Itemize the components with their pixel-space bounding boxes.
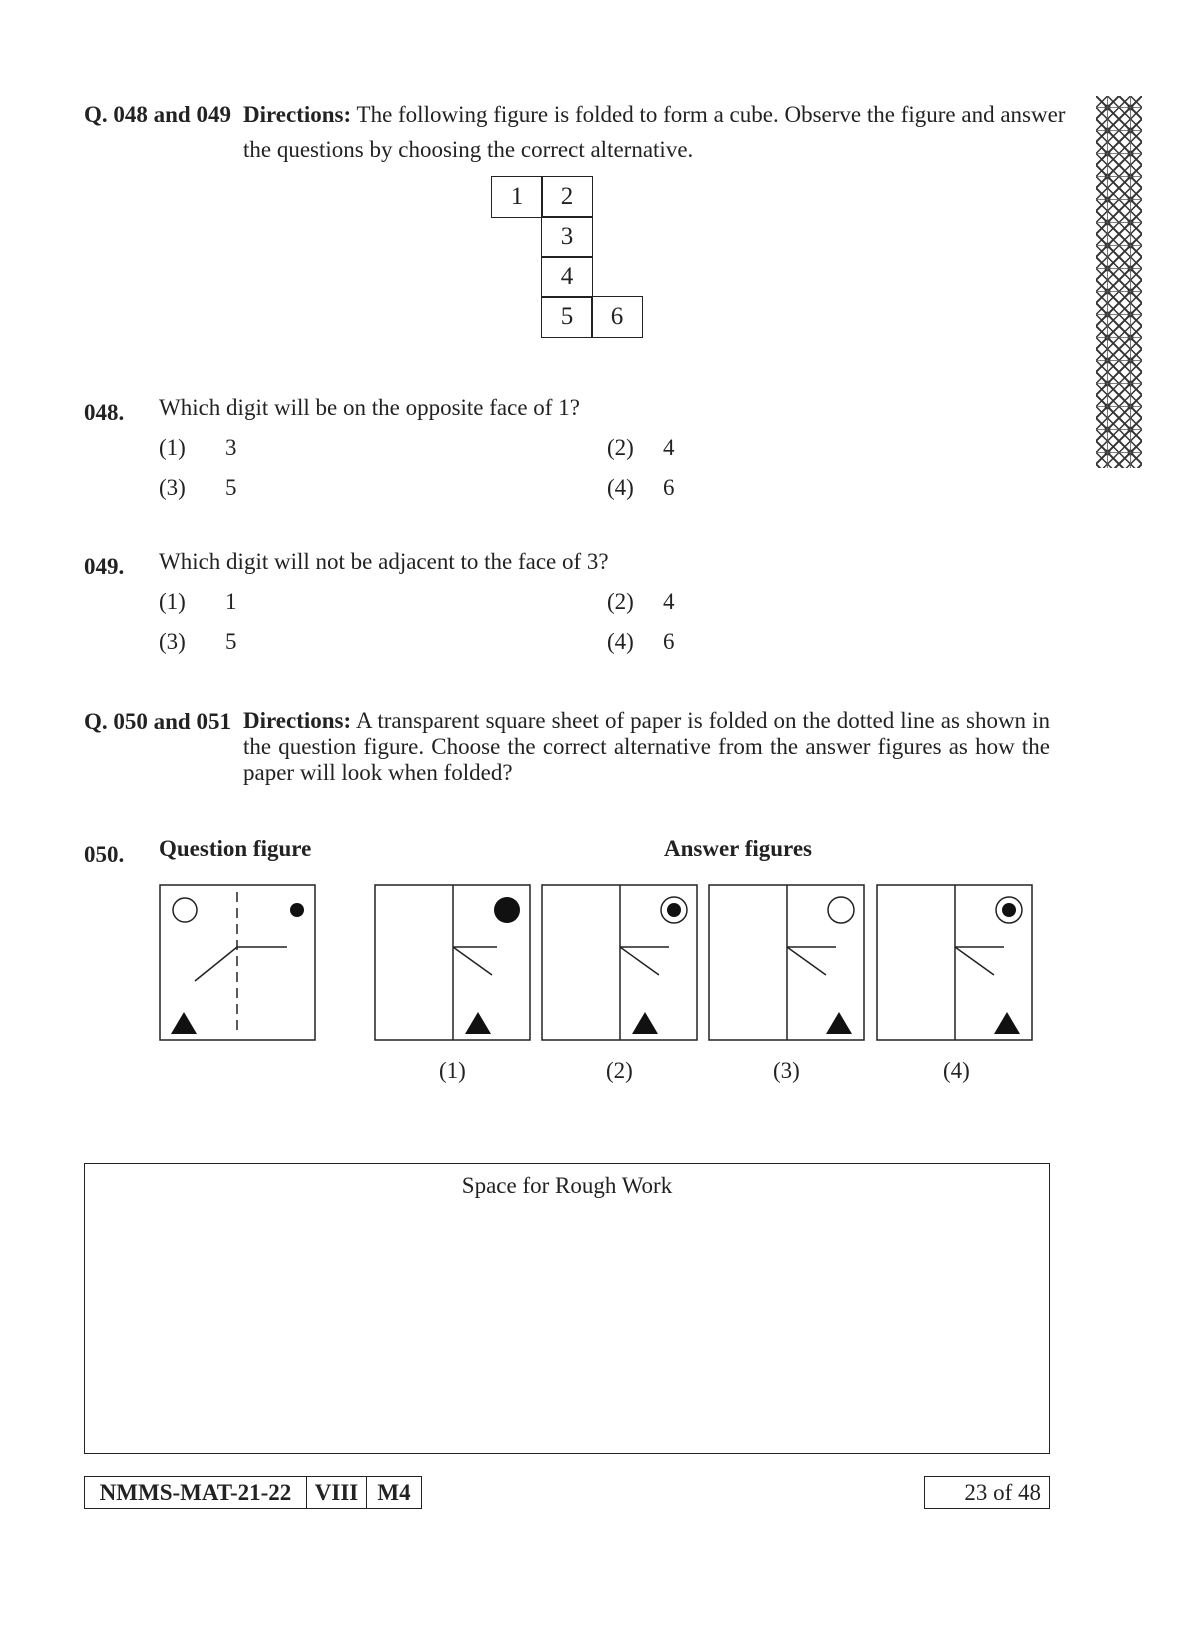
rough-work-label: Space for Rough Work <box>461 1173 673 1198</box>
question-figure-label: Question figure <box>159 836 312 861</box>
answer-figures-label: Answer figures <box>664 836 813 861</box>
answer-label-3: (3) <box>773 1058 800 1083</box>
q50-51-ref: Q. 050 and 051 <box>84 709 231 734</box>
footer-code: NMMS-MAT-21-22 <box>85 1477 307 1508</box>
q49-question: Which digit will not be adjacent to the face of 3? <box>159 549 609 574</box>
q49-option-1[interactable]: (1) 1 <box>159 589 237 614</box>
footer-class: VIII <box>307 1477 367 1508</box>
q48-question: Which digit will be on the opposite face of 1? <box>159 395 580 420</box>
question-figure <box>159 884 317 1042</box>
q48-number: 048. <box>84 400 125 425</box>
answer-figure-4[interactable] <box>876 884 1034 1042</box>
answer-label-1: (1) <box>439 1058 466 1083</box>
q50-51-directions <box>243 708 1050 786</box>
q48-option-2[interactable]: (2) 4 <box>607 435 675 460</box>
answer-figure-3[interactable] <box>708 884 866 1042</box>
q49-option-3[interactable]: (3) 5 <box>159 629 237 654</box>
q49-option-2[interactable]: (2) 4 <box>607 589 675 614</box>
answer-figure-2[interactable] <box>541 884 699 1042</box>
net-cell-6: 6 <box>591 296 643 338</box>
side-pattern-decoration <box>1096 96 1142 468</box>
net-cell-5: 5 <box>541 296 593 338</box>
answer-figure-1[interactable] <box>374 884 532 1042</box>
directions-text: The following figure is folded to form a cube. Observe the figure and answer <box>356 102 1066 127</box>
answer-label-4: (4) <box>943 1058 970 1083</box>
footer-set: M4 <box>377 1479 411 1505</box>
page-number: 23 of 48 <box>964 1479 1041 1505</box>
q48-option-1[interactable]: (1) 3 <box>159 435 237 460</box>
net-cell-4: 4 <box>541 256 593 298</box>
net-cell-3: 3 <box>541 216 593 258</box>
q48-49-ref: Q. 048 and 049 <box>84 102 231 127</box>
q49-option-4[interactable]: (4) 6 <box>607 629 675 654</box>
directions-label: Directions: <box>243 102 352 127</box>
answer-label-2: (2) <box>606 1058 633 1083</box>
net-cell-1: 1 <box>491 176 543 218</box>
q48-option-4[interactable]: (4) 6 <box>607 475 675 500</box>
directions-text: A transparent square sheet of paper is folded on the dotted line as shown in the question figure. Choose the correct alternative from the answer figures as how the paper will look when folded? <box>243 708 1051 785</box>
q48-49-directions-line2: the questions by choosing the correct alternative. <box>243 137 694 162</box>
footer-page-box <box>924 1476 1050 1509</box>
net-cell-2: 2 <box>541 176 593 218</box>
rough-work-box[interactable] <box>84 1163 1050 1454</box>
q48-49-directions-line1 <box>243 101 1065 129</box>
q50-number: 050. <box>84 842 125 867</box>
directions-label: Directions: <box>243 708 352 733</box>
q48-option-3[interactable]: (3) 5 <box>159 475 237 500</box>
q49-number: 049. <box>84 554 125 579</box>
footer-code-box <box>84 1476 422 1509</box>
